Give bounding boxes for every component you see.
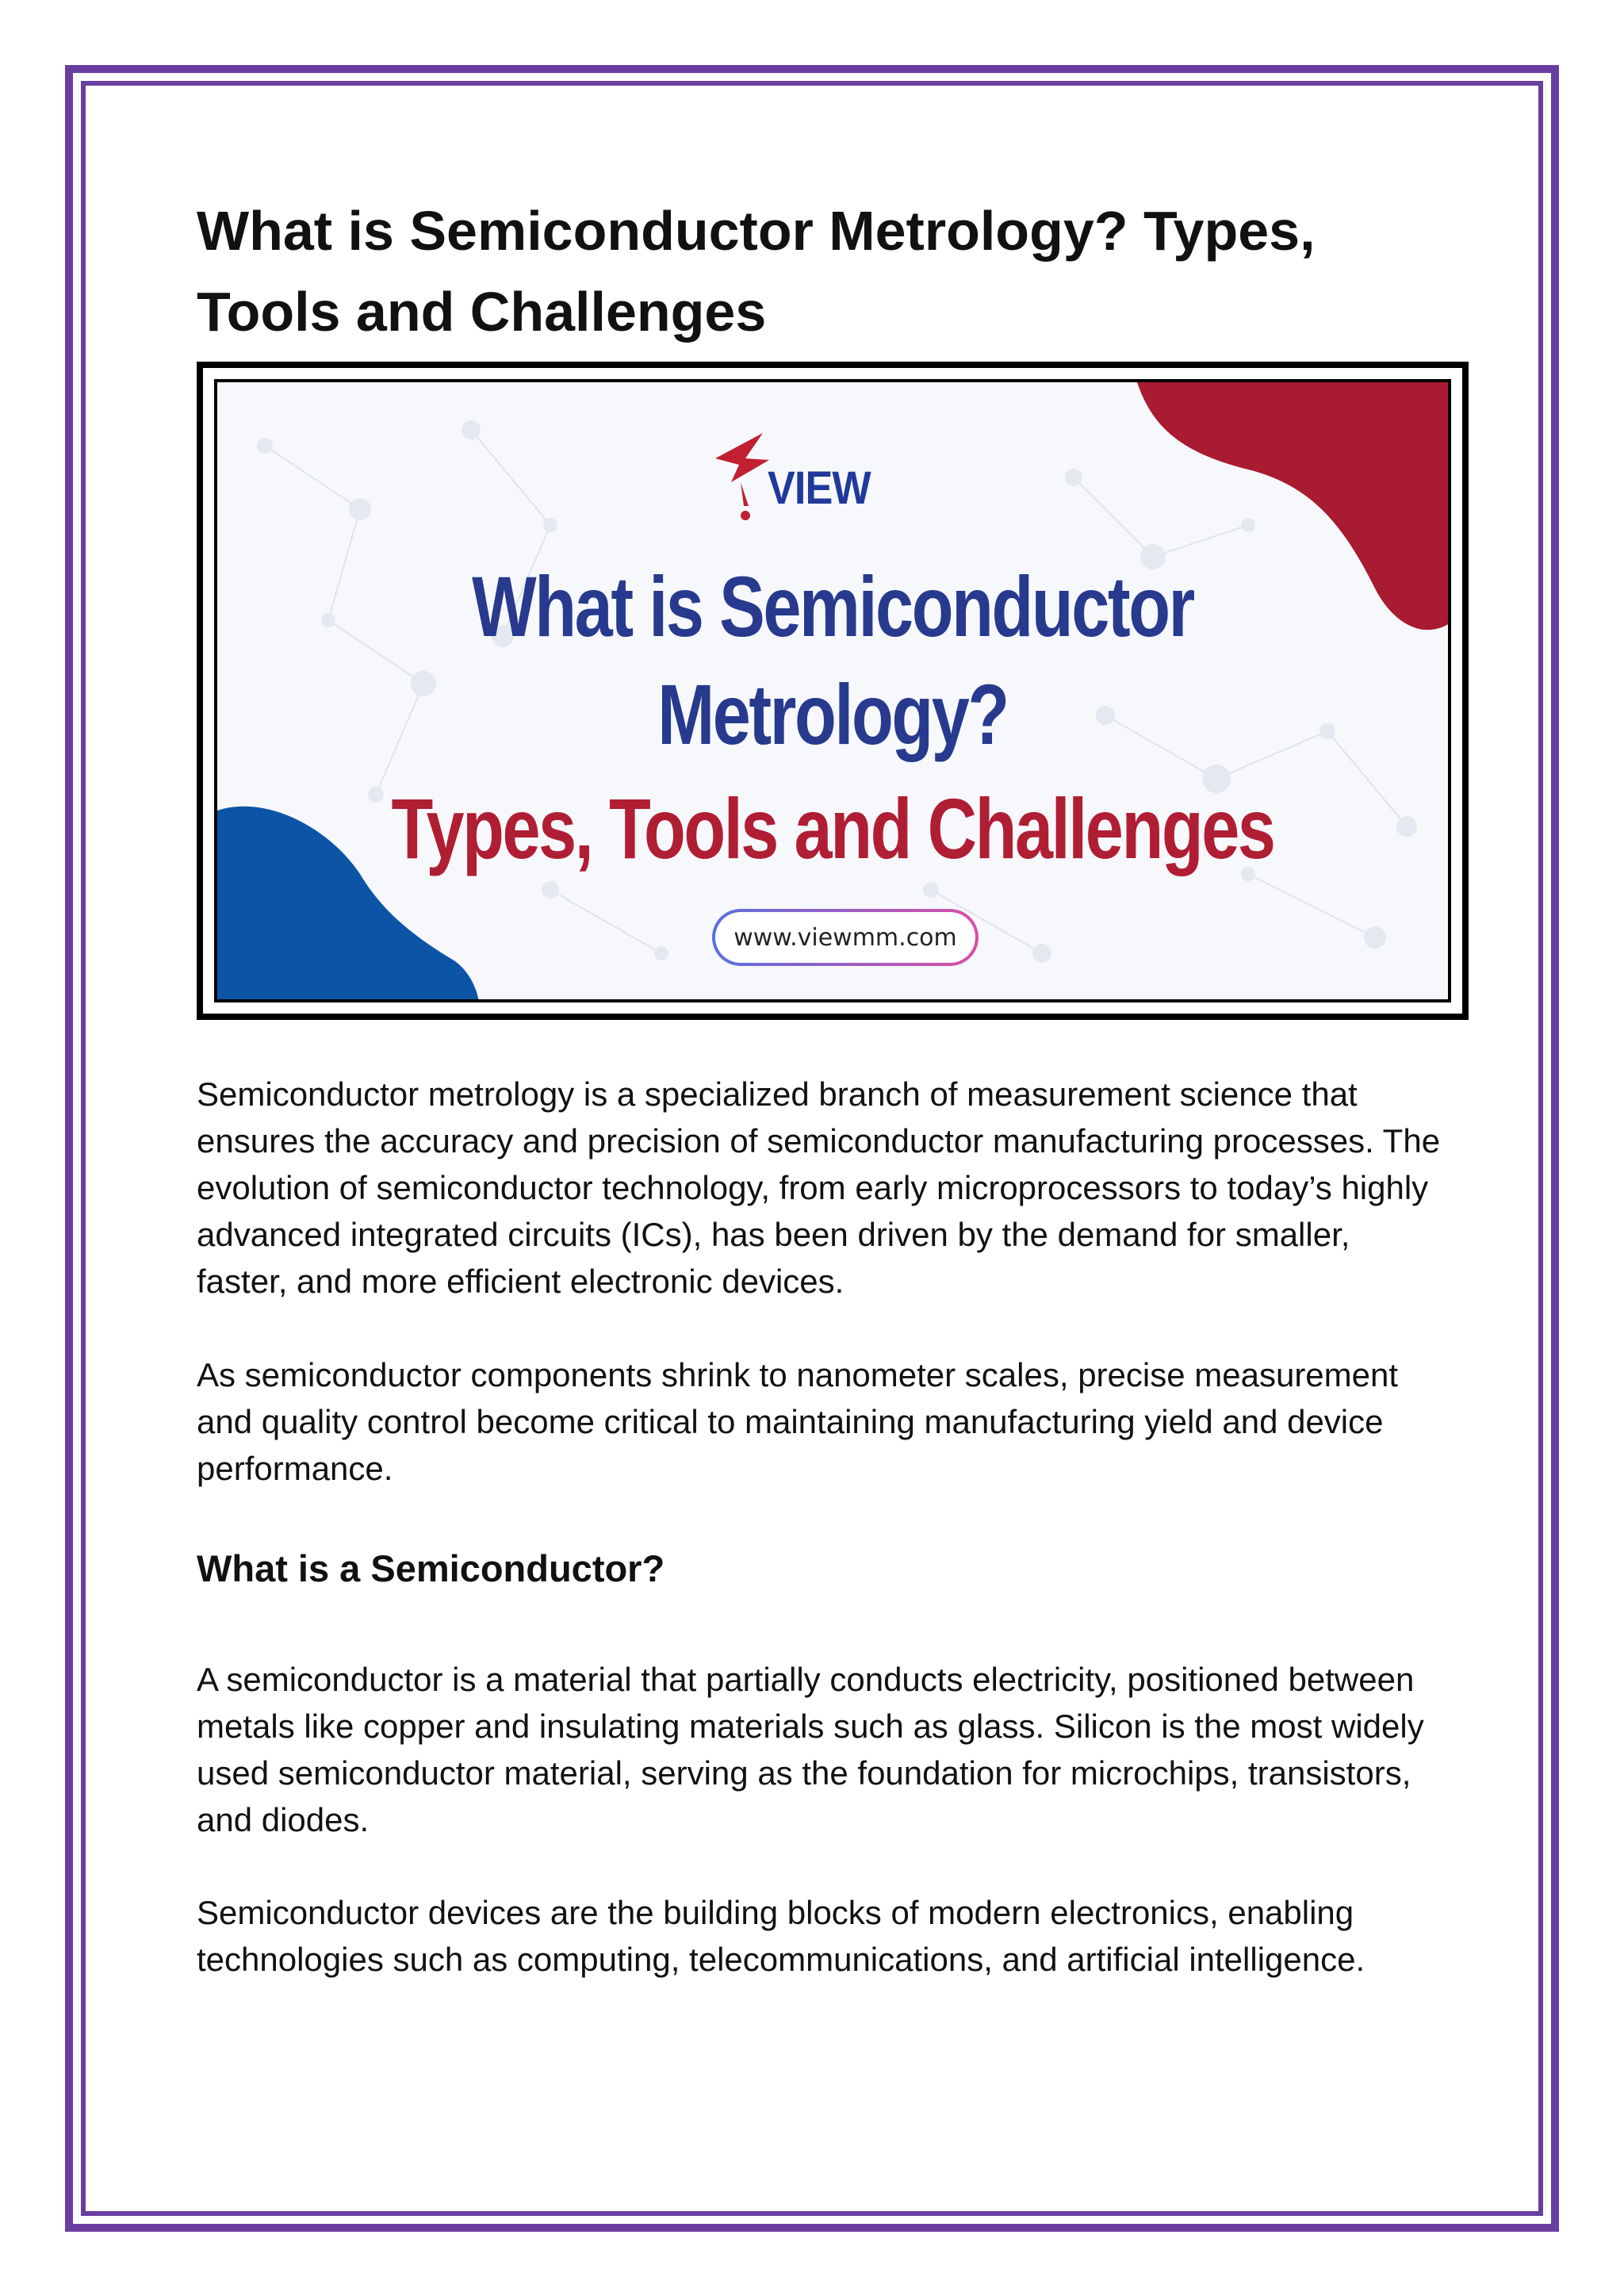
hero-image: [197, 362, 1469, 1020]
hero-headline-line-1: What is Semiconductor: [472, 558, 1193, 654]
title-block: [197, 190, 1465, 352]
intro-paragraph-1: Semiconductor metrology is a specialized branch of measurement science that ensures the accuracy and precision of semiconductor manufacturing processes. The evolution of semiconductor technology, from early microprocessors to today’s highly advanced integrated circuits (ICs), has been driven by the demand for smaller, faster, and more efficient electronic devices.: [197, 1075, 1441, 1300]
logo-text: VIEW: [768, 462, 871, 514]
view-logo: [707, 427, 898, 530]
hero-headline-line-2: Metrology?: [657, 666, 1008, 762]
hero-headline-line-3: Types, Tools and Challenges: [391, 780, 1274, 876]
website-url-pill: www.viewmm.com: [712, 909, 979, 966]
section-paragraph-1: A semiconductor is a material that partially conducts electricity, positioned between metals like copper and insulating materials such as glass. Silicon is the most widely used semiconductor material, serving as the foundation for microchips, transistors, and diodes.: [197, 1661, 1424, 1838]
page-title: What is Semiconductor Metrology? Types, Tools and Challenges: [197, 200, 1316, 343]
section-paragraph-2: Semiconductor devices are the building blocks of modern electronics, enabling technologies such as computing, telecommunications, and artificial intelligence.: [197, 1894, 1365, 1978]
intro-paragraph-2: As semiconductor components shrink to nanometer scales, precise measurement and quality control become critical to maintaining manufacturing yield and device performance.: [197, 1356, 1399, 1487]
hero-image-inner: [214, 379, 1451, 1002]
section-heading: What is a Semiconductor?: [197, 1547, 665, 1589]
